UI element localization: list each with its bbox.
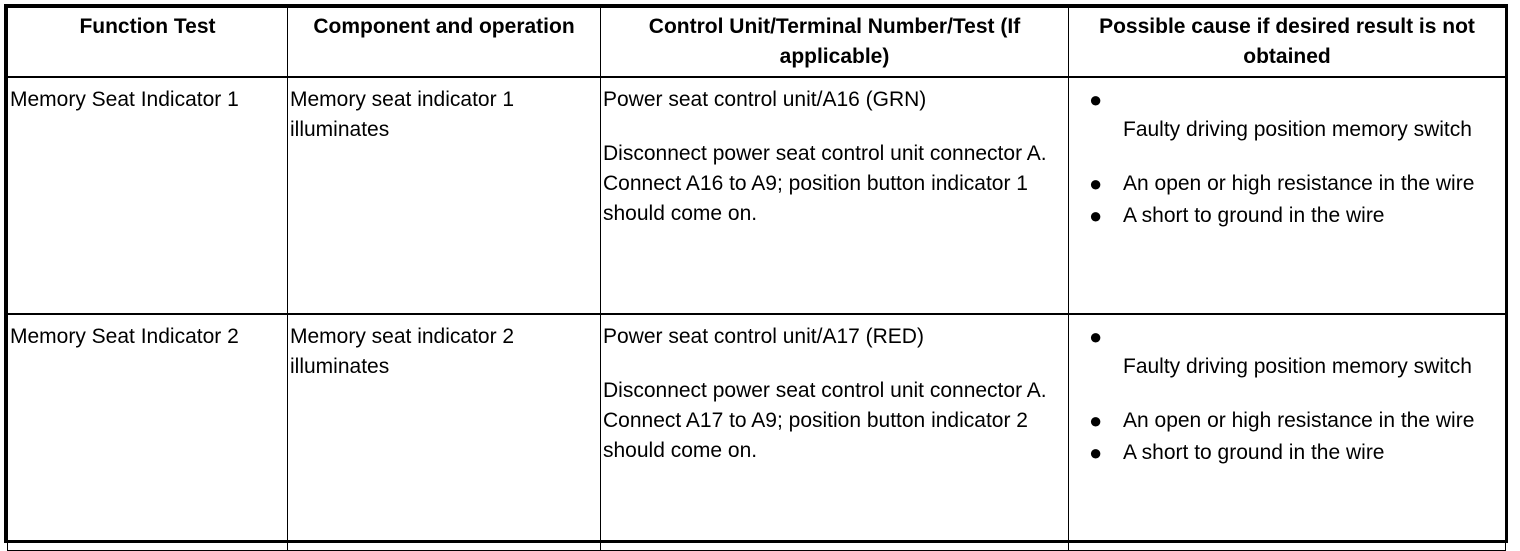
bullet-icon: ●: [1089, 408, 1103, 433]
cause-item: [1089, 322, 1503, 382]
possible-cause-cell: [1069, 77, 1506, 314]
component-cell: Memory seat indicator 1 illuminates: [288, 77, 601, 314]
control-unit-cell: [601, 77, 1069, 314]
table-row: [8, 77, 1506, 314]
cause-text: Faulty driving position memory switch: [1123, 355, 1472, 378]
cause-list: [1071, 85, 1503, 231]
cause-text: An open or high resistance in the wire: [1123, 172, 1475, 195]
header-possible-cause: Possible cause if desired result is not obtained: [1069, 8, 1506, 78]
control-unit-terminal: Power seat control unit/A17 (RED): [603, 325, 924, 348]
cause-item: [1089, 201, 1503, 231]
header-function-test: Function Test: [8, 8, 288, 78]
possible-cause-cell: [1069, 314, 1506, 551]
cause-item: [1089, 406, 1503, 436]
cause-item: [1089, 85, 1503, 145]
cause-text: Faulty driving position memory switch: [1123, 118, 1472, 141]
bullet-icon: ●: [1089, 324, 1103, 349]
table-header-row: [8, 8, 1506, 78]
bullet-icon: ●: [1089, 171, 1103, 196]
header-control-unit-terminal-test: Control Unit/Terminal Number/Test (If applicable): [601, 8, 1069, 78]
test-procedure: Disconnect power seat control unit connector A. Connect A16 to A9; position button indicator 1 should come on.: [603, 142, 1047, 225]
cause-text: A short to ground in the wire: [1123, 204, 1385, 227]
table-row: [8, 314, 1506, 551]
bullet-icon: ●: [1089, 440, 1103, 465]
control-unit-terminal: Power seat control unit/A16 (GRN): [603, 88, 927, 111]
function-test-cell: Memory Seat Indicator 2: [8, 314, 288, 551]
function-test-table: [7, 7, 1506, 551]
cause-item: [1089, 438, 1503, 468]
cause-list: [1071, 322, 1503, 468]
control-unit-cell: [601, 314, 1069, 551]
header-component-operation: Component and operation: [288, 8, 601, 78]
test-procedure: Disconnect power seat control unit connector A. Connect A17 to A9; position button indicator 2 should come on.: [603, 379, 1047, 462]
component-cell: Memory seat indicator 2 illuminates: [288, 314, 601, 551]
bullet-icon: ●: [1089, 87, 1103, 112]
cause-item: [1089, 169, 1503, 199]
function-test-cell: Memory Seat Indicator 1: [8, 77, 288, 314]
cause-text: A short to ground in the wire: [1123, 441, 1385, 464]
cause-text: An open or high resistance in the wire: [1123, 409, 1475, 432]
function-test-table-frame: [4, 4, 1508, 543]
bullet-icon: ●: [1089, 203, 1103, 228]
